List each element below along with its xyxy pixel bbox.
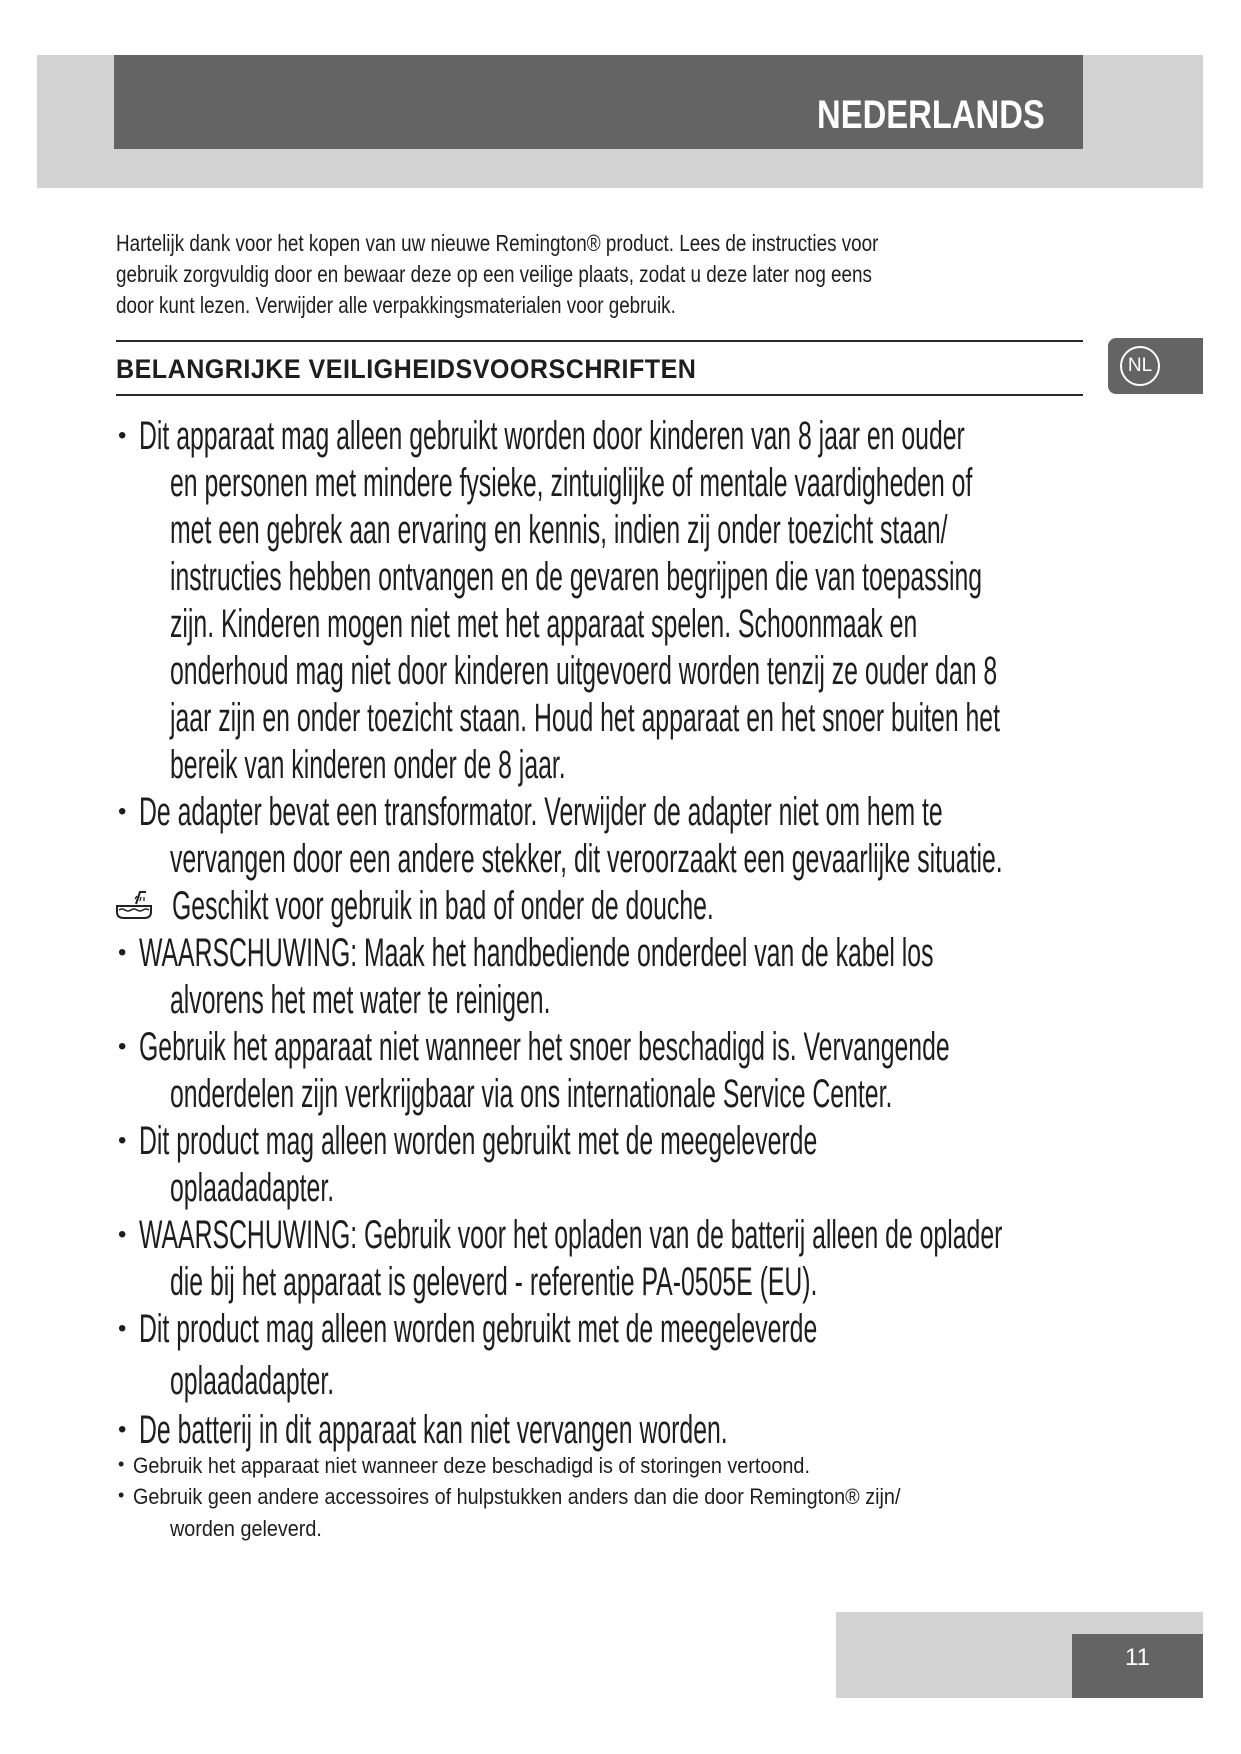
list-item-line: Dit apparaat mag alleen gebruikt worden door kinderen van 8 jaar en ouder bbox=[139, 414, 965, 458]
list-item-line: vervangen door een andere stekker, dit veroorzaakt een gevaarlijke situatie. bbox=[170, 837, 1003, 881]
intro-paragraph bbox=[116, 230, 1076, 323]
list-item-line: Dit product mag alleen worden gebruikt met de meegeleverde bbox=[139, 1307, 818, 1351]
bullet-marker: • bbox=[118, 1315, 127, 1342]
list-item-line: instructies hebben ontvangen en de gevaren begrijpen die van toepassing bbox=[170, 555, 983, 599]
heading-rule-bottom bbox=[116, 394, 1083, 396]
list-item-line: Gebruik het apparaat niet wanneer deze beschadigd is of storingen vertoond. bbox=[133, 1453, 810, 1478]
bullet-marker: • bbox=[118, 798, 127, 825]
bullet-marker: • bbox=[118, 1454, 125, 1474]
list-item-line: Geschikt voor gebruik in bad of onder de douche. bbox=[172, 884, 714, 928]
list-item-line: De adapter bevat een transformator. Verwijder de adapter niet om hem te bbox=[139, 790, 943, 834]
list-item-line: oplaadadapter. bbox=[170, 1359, 335, 1403]
page-number: 11 bbox=[1125, 1644, 1150, 1671]
bullet-marker: • bbox=[118, 1416, 127, 1443]
list-item-line: zijn. Kinderen mogen niet met het apparaat spelen. Schoonmaak en bbox=[170, 602, 918, 646]
bullet-marker: • bbox=[118, 1485, 125, 1505]
section-heading: BELANGRIJKE VEILIGHEIDSVOORSCHRIFTEN bbox=[116, 354, 697, 384]
language-tab bbox=[1108, 338, 1203, 394]
list-item-line: oplaadadapter. bbox=[170, 1166, 335, 1210]
list-item-line: met een gebrek aan ervaring en kennis, indien zij onder toezicht staan/ bbox=[170, 508, 948, 552]
list-item-line: alvorens het met water te reinigen. bbox=[170, 978, 551, 1022]
list-item-line: jaar zijn en onder toezicht staan. Houd het apparaat en het snoer buiten het bbox=[170, 696, 1000, 740]
list-item-line: WAARSCHUWING: Gebruik voor het opladen van de batterij alleen de oplader bbox=[139, 1213, 1003, 1257]
intro-line: door kunt lezen. Verwijder alle verpakkingsmaterialen voor gebruik. bbox=[116, 292, 676, 318]
list-item-line: die bij het apparaat is geleverd - referentie PA-0505E (EU). bbox=[170, 1260, 818, 1304]
list-item-line: Gebruik geen andere accessoires of hulpstukken anders dan die door Remington® zijn/ bbox=[133, 1484, 901, 1509]
list-item-line: WAARSCHUWING: Maak het handbediende onderdeel van de kabel los bbox=[139, 931, 934, 975]
list-item-line: bereik van kinderen onder de 8 jaar. bbox=[170, 743, 566, 787]
bullet-marker: • bbox=[118, 1127, 127, 1154]
intro-line: Hartelijk dank voor het kopen van uw nieuwe Remington® product. Lees de instructies voor bbox=[116, 230, 879, 256]
list-item-line: Gebruik het apparaat niet wanneer het snoer beschadigd is. Vervangende bbox=[139, 1025, 950, 1069]
intro-line: gebruik zorgvuldig door en bewaar deze op een veilige plaats, zodat u deze later nog eens bbox=[116, 261, 872, 287]
bullet-marker: • bbox=[118, 1221, 127, 1248]
header-title-box bbox=[114, 55, 1083, 149]
list-item-line: Dit product mag alleen worden gebruikt met de meegeleverde bbox=[139, 1119, 818, 1163]
language-tab-label: NL bbox=[1120, 346, 1160, 386]
list-item-line: worden geleverd. bbox=[170, 1516, 322, 1541]
bullet-marker: • bbox=[118, 1033, 127, 1060]
bullet-marker: • bbox=[118, 422, 127, 449]
heading-rule-top bbox=[116, 340, 1083, 342]
list-item-line: De batterij in dit apparaat kan niet vervangen worden. bbox=[139, 1408, 728, 1452]
page-number-box bbox=[1072, 1634, 1203, 1698]
list-item-line: onderdelen zijn verkrijgbaar via ons internationale Service Center. bbox=[170, 1072, 893, 1116]
bullet-marker: • bbox=[118, 939, 127, 966]
list-item-line: en personen met mindere fysieke, zintuiglijke of mentale vaardigheden of bbox=[170, 461, 973, 505]
page-title: NEDERLANDS bbox=[817, 93, 1045, 137]
list-item-line: onderhoud mag niet door kinderen uitgevoerd worden tenzij ze ouder dan 8 bbox=[170, 649, 998, 693]
bath-shower-icon bbox=[114, 888, 154, 927]
